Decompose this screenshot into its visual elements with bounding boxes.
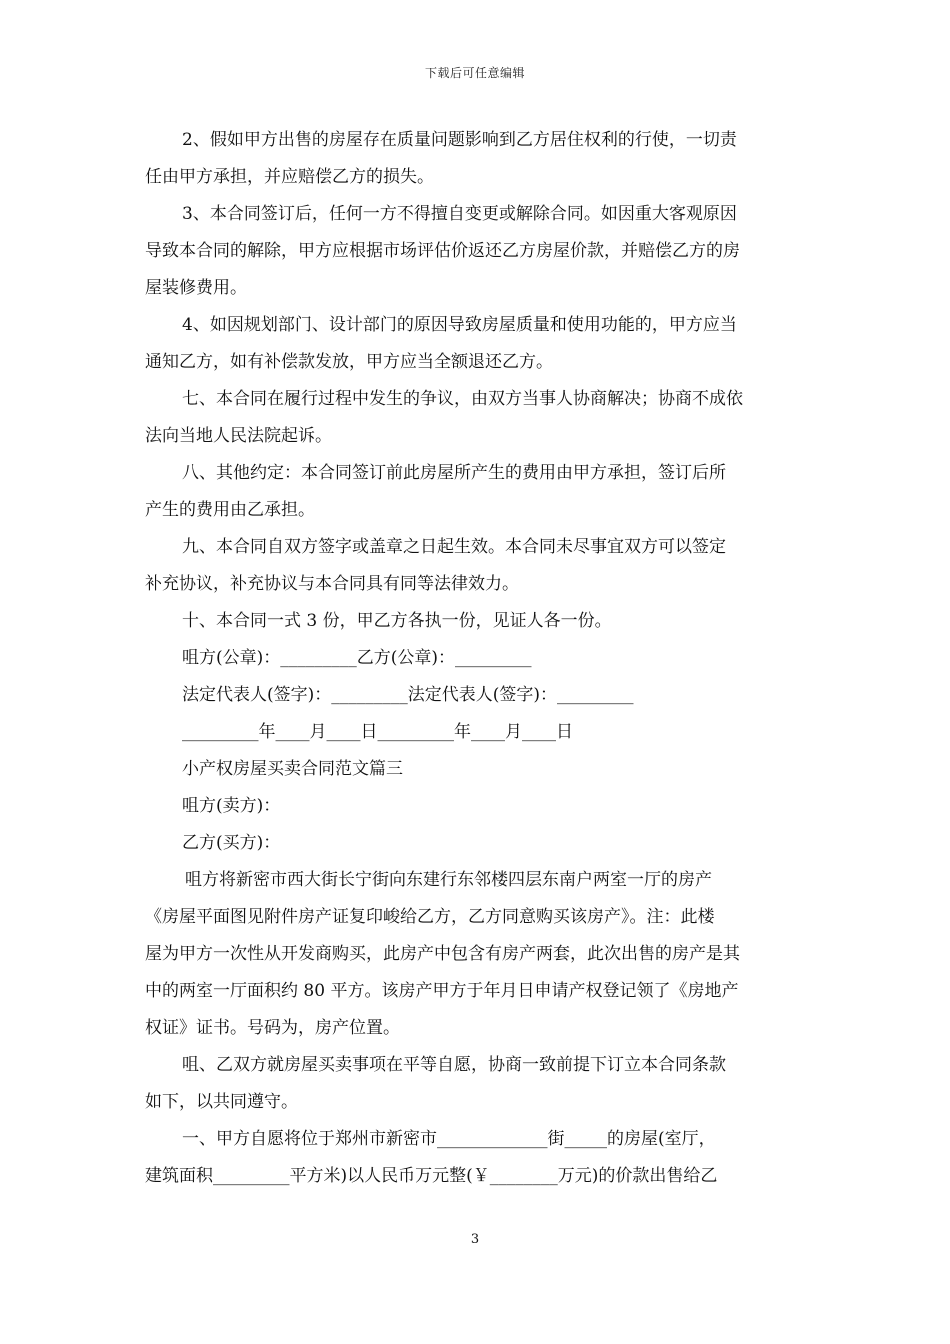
text-line: 屋为甲方一次性从开发商购买，此房产中包含有房产两套，此次出售的房产是其 (145, 944, 740, 964)
signature-line: 法定代表人(签字)：_________法定代表人(签字)：_________ (182, 685, 634, 705)
party-line: 咀方(卖方)： (182, 796, 281, 816)
date-line: _________年____月____日_________年____月____日 (182, 722, 573, 742)
text-line: 如下，以共同遵守。 (145, 1092, 298, 1112)
text-line: 一、甲方自愿将位于郑州市新密市_____________街_____的房屋(室厅， (182, 1129, 716, 1149)
text-line: 七、本合同在履行过程中发生的争议，由双方当事人协商解决；协商不成依 (182, 389, 743, 409)
text-line: 通知乙方，如有补偿款发放，甲方应当全额退还乙方。 (145, 352, 553, 372)
text-line: 产生的费用由乙承担。 (145, 500, 315, 520)
text-line: 九、本合同自双方签字或盖章之日起生效。本合同未尽事宜双方可以签定 (182, 537, 726, 557)
signature-line: 咀方(公章)：_________乙方(公章)：_________ (182, 648, 532, 668)
text-line: 《房屋平面图见附件房产证复印峻给乙方，乙方同意购买该房产》。注：此楼 (145, 907, 715, 927)
text-line: 权证》证书。号码为，房产位置。 (145, 1018, 400, 1038)
text-line: 2、假如甲方出售的房屋存在质量问题影响到乙方居住权利的行使，一切责 (182, 130, 737, 150)
text-line: 法向当地人民法院起诉。 (145, 426, 332, 446)
text-line: 十、本合同一式 3 份，甲乙方各执一份，见证人各一份。 (182, 611, 612, 631)
text-line: 屋装修费用。 (145, 278, 247, 298)
page-number: 3 (470, 1232, 480, 1247)
text-line: 任由甲方承担，并应赔偿乙方的损失。 (145, 167, 434, 187)
text-line: 建筑面积_________平方米)以人民币万元整(￥________万元)的价款出售给乙 (145, 1166, 718, 1186)
text-line: 咀、乙双方就房屋买卖事项在平等自愿，协商一致前提下订立本合同条款 (182, 1055, 726, 1075)
page-header: 下载后可任意编辑 (424, 66, 525, 80)
text-line: 咀方将新密市西大街长宁街向东建行东邻楼四层东南户两室一厅的房产 (185, 870, 712, 890)
document-body (145, 122, 810, 1195)
text-line: 八、其他约定：本合同签订前此房屋所产生的费用由甲方承担，签订后所 (182, 463, 726, 483)
text-line: 中的两室一厅面积约 80 平方。该房产甲方于年月日申请产权登记领了《房地产 (145, 981, 739, 1001)
text-line: 补充协议，补充协议与本合同具有同等法律效力。 (145, 574, 519, 594)
section-title: 小产权房屋买卖合同范文篇三 (182, 759, 403, 779)
text-line: 导致本合同的解除，甲方应根据市场评估价返还乙方房屋价款，并赔偿乙方的房 (145, 241, 740, 261)
text-line: 3、本合同签订后，任何一方不得擅自变更或解除合同。如因重大客观原因 (182, 204, 737, 224)
party-line: 乙方(买方)： (182, 833, 281, 853)
text-line: 4、如因规划部门、设计部门的原因导致房屋质量和使用功能的，甲方应当 (182, 315, 737, 335)
